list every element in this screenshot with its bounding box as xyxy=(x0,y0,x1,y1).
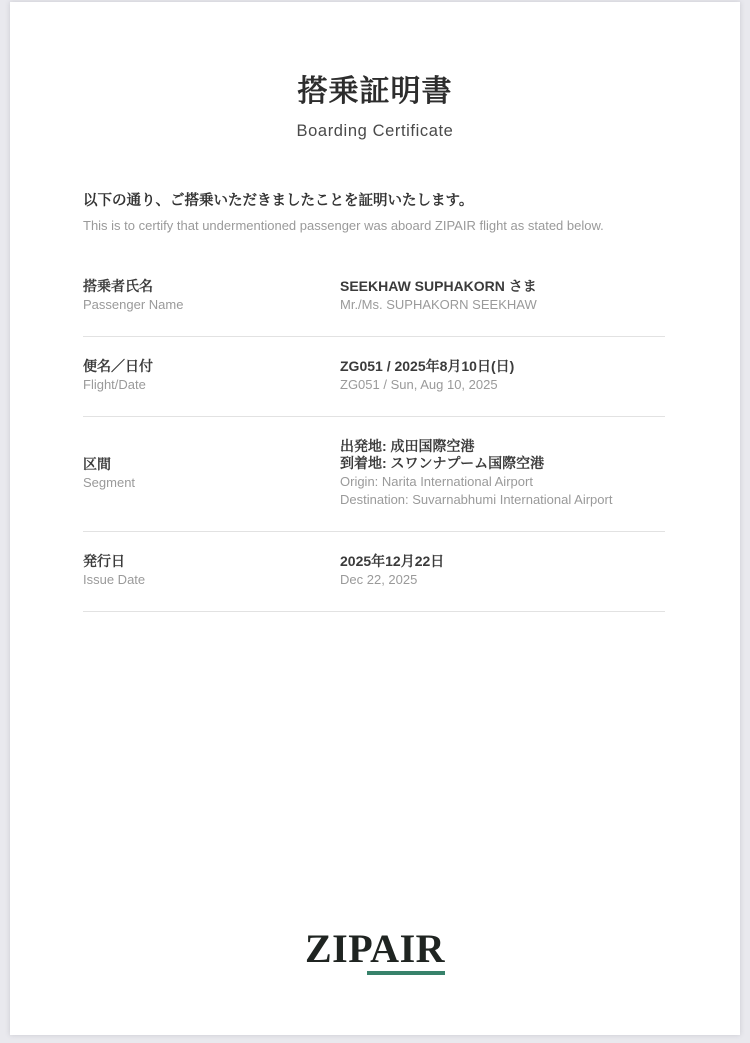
flight-date-label xyxy=(83,358,340,393)
zipair-logo xyxy=(304,926,446,977)
page-title-en: Boarding Certificate xyxy=(296,122,454,140)
segment-value xyxy=(340,438,665,508)
passenger-name-value-jp: SEEKHAW SUPHAKORN さま xyxy=(340,278,537,295)
flight-date-label-jp: 便名／日付 xyxy=(83,358,153,375)
segment-origin-jp: 出発地: 成田国際空港 xyxy=(340,438,475,455)
page-title-jp: 搭乗証明書 xyxy=(297,75,453,108)
row-segment xyxy=(83,417,665,532)
issue-date-value-en: Dec 22, 2025 xyxy=(340,572,418,588)
passenger-name-value xyxy=(340,278,665,313)
passenger-name-label-en: Passenger Name xyxy=(83,297,184,313)
segment-label-jp: 区間 xyxy=(83,455,111,472)
zipair-logo-green-underline xyxy=(367,971,445,975)
segment-label-en: Segment xyxy=(83,474,136,490)
row-passenger-name xyxy=(83,257,665,337)
footer xyxy=(10,926,740,977)
flight-date-label-en: Flight/Date xyxy=(83,377,146,393)
row-issue-date xyxy=(83,532,665,612)
passenger-name-label-jp: 搭乗者氏名 xyxy=(83,278,153,295)
issue-date-value xyxy=(340,553,665,588)
segment-origin-en: Origin: Narita International Airport xyxy=(340,474,533,490)
segment-destination-en: Destination: Suvarnabhumi International Airport xyxy=(340,492,613,508)
flight-date-value xyxy=(340,358,665,393)
issue-date-label xyxy=(83,553,340,588)
intro-statement xyxy=(83,191,665,235)
issue-date-label-en: Issue Date xyxy=(83,572,146,588)
issue-date-label-jp: 発行日 xyxy=(83,553,125,570)
segment-label xyxy=(83,456,340,491)
issue-date-value-jp: 2025年12月22日 xyxy=(340,553,445,570)
certificate-body xyxy=(83,191,665,612)
intro-text-jp: 以下の通り、ご搭乗いただきましたことを証明いたします。 xyxy=(83,193,474,209)
passenger-name-label xyxy=(83,278,340,313)
flight-date-value-en: ZG051 / Sun, Aug 10, 2025 xyxy=(340,377,498,393)
zipair-logo-text: ZIPAIR xyxy=(304,926,446,971)
certificate-header xyxy=(10,74,740,141)
intro-text-en: This is to certify that undermentioned passenger was aboard ZIPAIR flight as stated below. xyxy=(83,218,604,234)
row-flight-date xyxy=(83,337,665,417)
detail-rows xyxy=(83,257,665,612)
segment-destination-jp: 到着地: スワンナプーム国際空港 xyxy=(340,455,545,472)
flight-date-value-jp: ZG051 / 2025年8月10日(日) xyxy=(340,358,515,375)
certificate-page xyxy=(10,2,740,1035)
passenger-name-value-en: Mr./Ms. SUPHAKORN SEEKHAW xyxy=(340,297,537,313)
